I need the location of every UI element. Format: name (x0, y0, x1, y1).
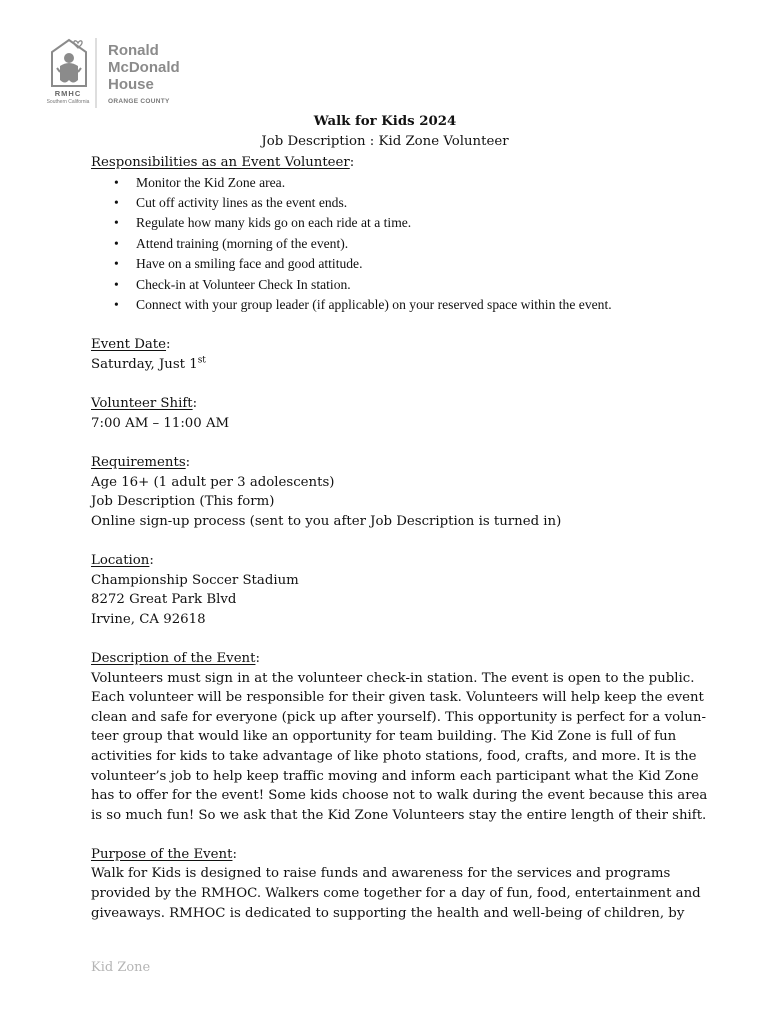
purpose-heading: Purpose of the Event: (91, 846, 237, 862)
bullet-icon: • (114, 256, 119, 272)
bullet-icon: • (114, 174, 119, 190)
responsibilities-list (91, 173, 691, 316)
bullet-icon: • (114, 195, 119, 210)
shift-value: 7:00 AM – 11:00 AM (91, 415, 230, 431)
requirement-line: Online sign-up process (sent to you after Job Description is turned in) (91, 513, 562, 529)
list-item: • Cut off activity lines as the event ends. (91, 193, 691, 213)
page-footer: Kid Zone (91, 960, 151, 975)
description-heading: Description of the Event: (91, 650, 260, 666)
requirement-line: Age 16+ (1 adult per 3 adolescents) (91, 474, 335, 490)
requirements-heading: Requirements: (91, 455, 191, 470)
list-item: • Regulate how many kids go on each ride at a time. (91, 213, 691, 233)
list-item: • Have on a smiling face and good attitude. (91, 254, 691, 274)
event-date-heading: Event Date: (91, 337, 171, 353)
shift-heading: Volunteer Shift: (91, 396, 198, 412)
description-paragraph: Volunteers must sign in at the volunteer check-in station. The event is open to the public. Each volunteer will be responsible for their given task. Volunteers will help keep the event clean and safe for everyone (pick up after yourself). This opportunity is perfect for a volun- teer group that would like an opportunity for team building. The Kid Zone is full of fun activities for kids to take advantage of like photo stations, food, crafts, and more. It is the volunteer’s job to help keep traffic moving and inform each participant what the Kid Zone has to offer for the event! Some kids choose not to walk during the event because this area is so much fun! So we ask that the Kid Zone Volunteers stay the entire length of their shift. (91, 670, 708, 823)
requirement-line: Job Description (This form) (91, 494, 275, 510)
bullet-icon: • (114, 297, 119, 313)
bullet-icon: • (114, 235, 119, 251)
bullet-icon: • (114, 215, 119, 231)
list-item: • Attend training (morning of the event). (91, 234, 691, 254)
logo-region: Southern California (46, 99, 90, 105)
logo-chapter: ORANGE COUNTY (108, 98, 170, 105)
logo-org-line2: McDonald (108, 59, 180, 76)
logo-org-name (108, 42, 180, 93)
document-subtitle: Job Description : Kid Zone Volunteer (261, 134, 509, 149)
location-line: 8272 Great Park Blvd (91, 592, 237, 608)
purpose-paragraph: Walk for Kids is designed to raise funds and awareness for the services and programs provided by the RMHOC. Walkers come together for a day of fun, food, entertainment and giveaways. RMHOC is dedicated to supporting the health and well-being of children, by (91, 866, 701, 921)
location-line: Championship Soccer Stadium (91, 572, 299, 588)
responsibilities-heading: Responsibilities as an Event Volunteer: (91, 155, 355, 170)
logo-org-line1: Ronald (108, 42, 159, 59)
rmhc-logo (40, 36, 200, 110)
logo-org-line3: House (108, 76, 154, 93)
list-item: • Check-in at Volunteer Check In station. (91, 275, 691, 295)
location-heading: Location: (91, 552, 154, 568)
document-title: Walk for Kids 2024 (313, 114, 457, 129)
location-line: Irvine, CA 92618 (91, 611, 206, 627)
document-body (91, 153, 708, 923)
logo-abbr: RMHC (54, 89, 82, 98)
list-item: • Monitor the Kid Zone area. (91, 173, 691, 193)
event-date-value: Saturday, Just 1st (91, 355, 206, 373)
bullet-icon: • (114, 276, 119, 292)
list-item: • Connect with your group leader (if applicable) on your reserved space within the event. (91, 295, 691, 315)
